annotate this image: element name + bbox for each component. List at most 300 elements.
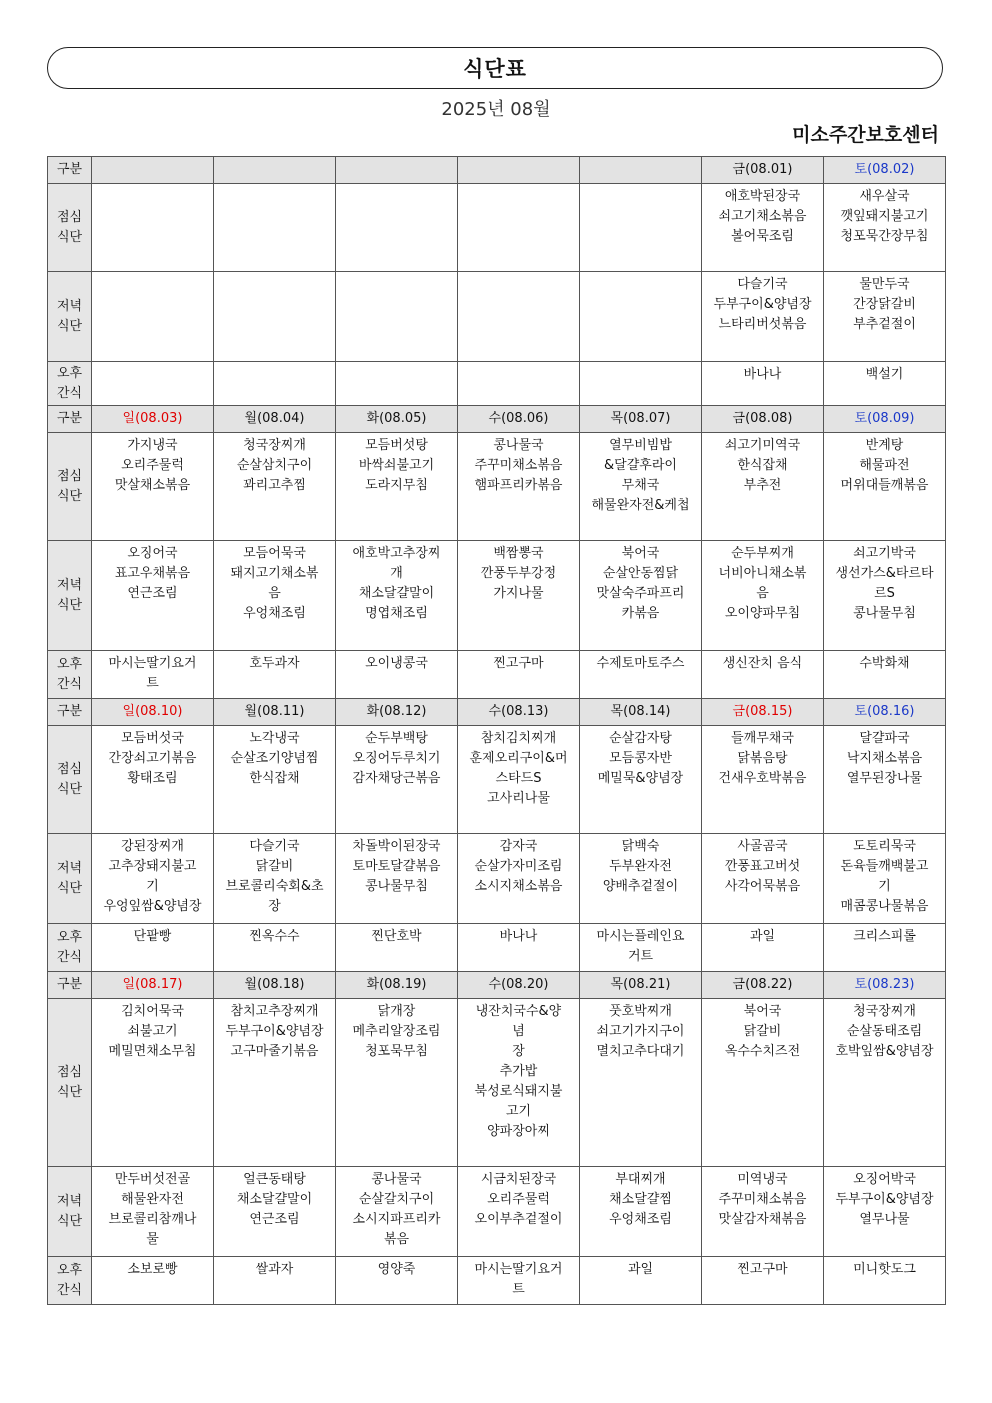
lunch-label-text: 식단 — [56, 488, 83, 504]
menu-item: 채소달걀말이 — [236, 1192, 313, 1207]
day-header: 월(08.04) — [214, 406, 336, 433]
lunch-label-text: 식단 — [56, 1084, 83, 1100]
day-header — [458, 157, 580, 184]
dinner-label — [48, 272, 92, 362]
menu-item: 콩나물국 — [371, 1172, 422, 1187]
snack-cell — [580, 924, 702, 972]
dinner-cell — [702, 834, 824, 924]
menu-item: 깐풍두부강정 — [480, 566, 557, 581]
menu-item: 순살삼치구이 — [236, 458, 313, 473]
menu-item: 사각어묵볶음 — [724, 879, 801, 894]
menu-item: 양배추겉절이 — [602, 879, 679, 894]
menu-item: 순살감자탕 — [609, 731, 672, 746]
menu-item: 오이부추겉절이 — [474, 1212, 563, 1227]
menu-item: 순두부백탕 — [365, 731, 428, 746]
menu-item: 명엽채조림 — [365, 606, 428, 621]
menu-item: 과일 — [749, 929, 776, 944]
lunch-cell — [458, 433, 580, 541]
menu-item: 옥수수치즈전 — [724, 1044, 801, 1059]
menu-item: 두부구이&양념장 — [225, 1024, 324, 1039]
day-header — [214, 157, 336, 184]
menu-item: 호두과자 — [249, 656, 300, 671]
menu-item: 연근조림 — [249, 1212, 300, 1227]
snack-label-text: 오후 — [56, 1262, 83, 1278]
menu-item: 단팥빵 — [133, 929, 172, 944]
snack-label-text: 오후 — [56, 929, 83, 945]
menu-item: 주꾸미채소볶음 — [718, 1192, 807, 1207]
menu-item: 쇠고기박국 — [853, 546, 916, 561]
page-title: 식단표 — [463, 57, 527, 81]
menu-item: 미역냉국 — [737, 1172, 788, 1187]
dinner-cell — [458, 272, 580, 362]
menu-item: 브로콜리숙회&초 — [225, 879, 324, 894]
menu-item: 훈제오리구이&머 — [469, 751, 568, 766]
menu-item: 토마토달걀볶음 — [352, 859, 441, 874]
lunch-cell — [580, 433, 702, 541]
snack-label-text: 간식 — [56, 385, 83, 401]
lunch-cell — [702, 726, 824, 834]
day-header: 토(08.16) — [824, 699, 946, 726]
menu-item: 고구마줄기볶음 — [230, 1044, 319, 1059]
menu-item: 도라지무침 — [365, 478, 428, 493]
menu-item: 쇠고기가지구이 — [596, 1024, 685, 1039]
snack-cell — [214, 651, 336, 699]
lunch-cell — [824, 726, 946, 834]
menu-item: 크리스피롤 — [853, 929, 916, 944]
lunch-cell — [336, 184, 458, 272]
menu-item: 맛살채소볶음 — [114, 478, 191, 493]
menu-item: 장 — [268, 899, 281, 914]
dinner-cell — [458, 834, 580, 924]
menu-item: 콩나물무침 — [365, 879, 428, 894]
day-header: 수(08.13) — [458, 699, 580, 726]
menu-item: 순살조기양념찜 — [230, 751, 319, 766]
menu-item: 도토리묵국 — [853, 839, 916, 854]
lunch-label-text: 식단 — [56, 781, 83, 797]
snack-label-text: 간식 — [56, 949, 83, 965]
lunch-label-text: 점심 — [56, 468, 83, 484]
menu-item: 감자국 — [499, 839, 538, 854]
menu-item: 순살갈치구이 — [358, 1192, 435, 1207]
menu-item: 미니핫도그 — [853, 1262, 916, 1277]
snack-label — [48, 924, 92, 972]
menu-item: 노각냉국 — [249, 731, 300, 746]
menu-item: 콩나물무침 — [853, 606, 916, 621]
lunch-cell — [580, 726, 702, 834]
menu-item: 생선가스&타르타 — [835, 566, 934, 581]
menu-item: 개 — [390, 566, 403, 581]
menu-item: 마시는플레인요 — [596, 929, 685, 944]
day-header: 월(08.11) — [214, 699, 336, 726]
snack-cell — [702, 362, 824, 406]
dinner-cell — [824, 1167, 946, 1257]
menu-item: 참치김치찌개 — [480, 731, 557, 746]
menu-item: 표고우채볶음 — [114, 566, 191, 581]
dinner-cell — [580, 272, 702, 362]
lunch-cell — [336, 726, 458, 834]
lunch-cell — [824, 184, 946, 272]
menu-item: 가지냉국 — [127, 438, 178, 453]
lunch-cell — [336, 999, 458, 1167]
menu-item: 깐풍표고버섯 — [724, 859, 801, 874]
dinner-cell — [92, 541, 214, 651]
center-name: 미소주간보호센터 — [792, 124, 939, 146]
day-header — [580, 157, 702, 184]
lunch-cell — [580, 999, 702, 1167]
menu-item: 너비아니채소볶 — [718, 566, 807, 581]
snack-cell — [580, 1257, 702, 1305]
dinner-cell — [580, 834, 702, 924]
menu-item: 닭백숙 — [621, 839, 660, 854]
dinner-cell — [702, 1167, 824, 1257]
day-header: 화(08.19) — [336, 972, 458, 999]
menu-item: 수박화채 — [859, 656, 910, 671]
snack-cell — [458, 651, 580, 699]
dinner-label-text: 식단 — [56, 318, 83, 334]
snack-cell — [336, 1257, 458, 1305]
page-title-box — [47, 47, 943, 89]
menu-item: 깻잎돼지불고기 — [840, 209, 929, 224]
menu-item: 다슬기국 — [737, 277, 788, 292]
lunch-label — [48, 184, 92, 272]
snack-cell — [92, 362, 214, 406]
menu-item: 메밀면채소무침 — [108, 1044, 197, 1059]
day-header: 토(08.23) — [824, 972, 946, 999]
dinner-cell — [702, 272, 824, 362]
gubun-label: 구분 — [48, 406, 92, 433]
lunch-cell — [92, 999, 214, 1167]
menu-item: 르S — [874, 586, 895, 601]
menu-item: 메밀묵&양념장 — [597, 771, 684, 786]
menu-item: 마시는딸기요거 — [108, 656, 197, 671]
menu-item: 반계탕 — [865, 438, 904, 453]
menu-item: 냉잔치국수&양 — [475, 1004, 562, 1019]
menu-item: 오리주물럭 — [121, 458, 184, 473]
menu-item: 념 — [512, 1024, 525, 1039]
dinner-cell — [336, 834, 458, 924]
menu-item: 오징어두루치기 — [352, 751, 441, 766]
lunch-cell — [336, 433, 458, 541]
snack-cell — [458, 1257, 580, 1305]
snack-label — [48, 362, 92, 406]
menu-item: 기 — [878, 879, 891, 894]
day-header: 금(08.22) — [702, 972, 824, 999]
menu-item: 부추겉절이 — [853, 317, 916, 332]
dinner-cell — [92, 1167, 214, 1257]
menu-item: 시금치된장국 — [480, 1172, 557, 1187]
snack-label — [48, 651, 92, 699]
menu-item: 두부완자전 — [609, 859, 672, 874]
menu-item: 트 — [146, 676, 159, 691]
menu-item: 찐고구마 — [737, 1262, 788, 1277]
lunch-cell — [214, 726, 336, 834]
day-header — [92, 157, 214, 184]
menu-item: 닭갈비 — [255, 859, 294, 874]
lunch-cell — [580, 184, 702, 272]
snack-cell — [458, 362, 580, 406]
menu-item: 볶음 — [383, 1232, 410, 1247]
lunch-cell — [458, 999, 580, 1167]
lunch-cell — [458, 184, 580, 272]
snack-row — [48, 362, 946, 406]
lunch-row — [48, 433, 946, 541]
menu-item: 한식잡채 — [249, 771, 300, 786]
menu-item: 추가밥 — [499, 1064, 538, 1079]
snack-cell — [92, 924, 214, 972]
menu-item: 새우살국 — [859, 189, 910, 204]
snack-label-text: 오후 — [56, 656, 83, 672]
menu-item: 청포묵간장무침 — [840, 229, 929, 244]
menu-item: 간장쇠고기볶음 — [108, 751, 197, 766]
menu-item: &달걀후라이 — [604, 458, 677, 473]
menu-item: 연근조림 — [127, 586, 178, 601]
dinner-cell — [92, 834, 214, 924]
menu-item: 과일 — [627, 1262, 654, 1277]
snack-label — [48, 1257, 92, 1305]
menu-item: 꽈리고추찜 — [243, 478, 306, 493]
menu-item: 매콤콩나물볶음 — [840, 899, 929, 914]
menu-item: 멸치고추다대기 — [596, 1044, 685, 1059]
dinner-cell — [824, 834, 946, 924]
menu-item: 고추장돼지불고 — [108, 859, 197, 874]
gubun-label: 구분 — [48, 157, 92, 184]
lunch-cell — [702, 433, 824, 541]
lunch-row — [48, 184, 946, 272]
dinner-cell — [214, 834, 336, 924]
day-header: 토(08.02) — [824, 157, 946, 184]
menu-item: 찐고구마 — [493, 656, 544, 671]
menu-item: 장 — [512, 1044, 525, 1059]
menu-item: 모듬버섯국 — [121, 731, 184, 746]
menu-item: 오징어국 — [127, 546, 178, 561]
menu-item: 오리주물럭 — [487, 1192, 550, 1207]
day-header — [336, 157, 458, 184]
menu-item: 백짬뽕국 — [493, 546, 544, 561]
menu-item: 바싹쇠불고기 — [358, 458, 435, 473]
menu-item: 청국장찌개 — [853, 1004, 916, 1019]
snack-label-text: 간식 — [56, 676, 83, 692]
snack-cell — [336, 362, 458, 406]
day-header: 월(08.18) — [214, 972, 336, 999]
day-header: 목(08.07) — [580, 406, 702, 433]
menu-item: 채소달걀찜 — [609, 1192, 672, 1207]
menu-item: 생신잔치 음식 — [722, 656, 803, 671]
snack-row — [48, 651, 946, 699]
snack-cell — [824, 924, 946, 972]
snack-cell — [824, 1257, 946, 1305]
menu-item: 쇠불고기 — [127, 1024, 178, 1039]
menu-item: 풋호박찌개 — [609, 1004, 672, 1019]
menu-item: 음 — [756, 586, 769, 601]
menu-item: 물 — [146, 1232, 159, 1247]
menu-item: 애호박된장국 — [724, 189, 801, 204]
menu-item: 브로콜리참깨나 — [108, 1212, 197, 1227]
snack-cell — [214, 1257, 336, 1305]
menu-item: 열무비빔밥 — [609, 438, 672, 453]
menu-item: 모듬어묵국 — [243, 546, 306, 561]
lunch-cell — [458, 726, 580, 834]
menu-item: 강된장찌개 — [121, 839, 184, 854]
day-header: 토(08.09) — [824, 406, 946, 433]
menu-item: 쇠고기채소볶음 — [718, 209, 807, 224]
menu-item: 메추리알장조림 — [352, 1024, 441, 1039]
menu-item: 물만두국 — [859, 277, 910, 292]
menu-item: 머위대들깨볶음 — [840, 478, 929, 493]
menu-item: 닭갈비 — [743, 1024, 782, 1039]
menu-item: 음 — [268, 586, 281, 601]
dinner-cell — [92, 272, 214, 362]
dinner-cell — [580, 541, 702, 651]
menu-item: 들깨무채국 — [731, 731, 794, 746]
menu-item: 다슬기국 — [249, 839, 300, 854]
dinner-label-text: 식단 — [56, 880, 83, 896]
gubun-label: 구분 — [48, 972, 92, 999]
menu-item: 사골곰국 — [737, 839, 788, 854]
menu-item: 청국장찌개 — [243, 438, 306, 453]
menu-item: 오이냉콩국 — [365, 656, 428, 671]
day-header-row — [48, 972, 946, 999]
dinner-cell — [336, 541, 458, 651]
dinner-row — [48, 1167, 946, 1257]
dinner-cell — [336, 272, 458, 362]
lunch-cell — [214, 999, 336, 1167]
menu-item: 해물완자전 — [121, 1192, 184, 1207]
lunch-label — [48, 433, 92, 541]
day-header: 금(08.01) — [702, 157, 824, 184]
menu-item: 황태조림 — [127, 771, 178, 786]
menu-item: 청포묵무침 — [365, 1044, 428, 1059]
menu-item: 건새우호박볶음 — [718, 771, 807, 786]
menu-item: 순두부찌개 — [731, 546, 794, 561]
menu-item: 낙지채소볶음 — [846, 751, 923, 766]
menu-item: 스타드S — [495, 771, 542, 786]
lunch-row — [48, 999, 946, 1167]
lunch-cell — [824, 999, 946, 1167]
menu-item: 소보로빵 — [127, 1262, 178, 1277]
month-label: 2025년 08월 — [441, 99, 551, 120]
snack-cell — [92, 651, 214, 699]
dinner-label-text: 식단 — [56, 1213, 83, 1229]
menu-item: 맛살숙주파프리 — [596, 586, 685, 601]
menu-item: 호박잎쌈&양념장 — [835, 1044, 934, 1059]
dinner-label — [48, 834, 92, 924]
dinner-label-text: 저녁 — [56, 1193, 83, 1209]
menu-item: 애호박고추장찌 — [352, 546, 441, 561]
menu-item: 참치고추장찌개 — [230, 1004, 319, 1019]
menu-item: 두부구이&양념장 — [713, 297, 812, 312]
menu-item: 만두버섯전골 — [114, 1172, 191, 1187]
menu-item: 순살가자미조림 — [474, 859, 563, 874]
snack-cell — [458, 924, 580, 972]
menu-item: 닭개장 — [377, 1004, 416, 1019]
menu-item: 채소달걀말이 — [358, 586, 435, 601]
lunch-cell — [92, 184, 214, 272]
menu-item: 돼지고기채소볶 — [230, 566, 319, 581]
menu-item: 찐단호박 — [371, 929, 422, 944]
menu-item: 부추전 — [743, 478, 782, 493]
snack-cell — [336, 651, 458, 699]
menu-item: 느타리버섯볶음 — [718, 317, 807, 332]
lunch-row — [48, 726, 946, 834]
menu-item: 순살동태조림 — [846, 1024, 923, 1039]
lunch-cell — [214, 184, 336, 272]
dinner-cell — [824, 541, 946, 651]
day-header-row — [48, 406, 946, 433]
menu-item: 해물파전 — [859, 458, 910, 473]
menu-item: 우엉채조림 — [609, 1212, 672, 1227]
lunch-cell — [702, 999, 824, 1167]
menu-item: 콩나물국 — [493, 438, 544, 453]
lunch-label-text: 점심 — [56, 1064, 83, 1080]
lunch-label — [48, 999, 92, 1167]
day-header: 일(08.03) — [92, 406, 214, 433]
menu-item: 닭볶음탕 — [737, 751, 788, 766]
menu-item: 소시지채소볶음 — [474, 879, 563, 894]
snack-cell — [702, 924, 824, 972]
dinner-label-text: 저녁 — [56, 577, 83, 593]
menu-item: 차돌박이된장국 — [352, 839, 441, 854]
snack-cell — [702, 651, 824, 699]
snack-cell — [92, 1257, 214, 1305]
menu-item: 열무나물 — [859, 1212, 910, 1227]
day-header: 화(08.12) — [336, 699, 458, 726]
snack-cell — [580, 362, 702, 406]
lunch-label-text: 점심 — [56, 761, 83, 777]
dinner-cell — [458, 541, 580, 651]
menu-item: 순살안동찜닭 — [602, 566, 679, 581]
menu-item: 볼어묵조림 — [731, 229, 794, 244]
menu-item: 부대찌개 — [615, 1172, 666, 1187]
menu-item: 얼큰동태탕 — [243, 1172, 306, 1187]
menu-item: 북어국 — [743, 1004, 782, 1019]
dinner-label — [48, 1167, 92, 1257]
day-header: 목(08.14) — [580, 699, 702, 726]
snack-label-text: 간식 — [56, 1282, 83, 1298]
dinner-label — [48, 541, 92, 651]
dinner-cell — [214, 1167, 336, 1257]
dinner-label-text: 저녁 — [56, 298, 83, 314]
lunch-cell — [824, 433, 946, 541]
dinner-cell — [336, 1167, 458, 1257]
menu-item: 바나나 — [743, 367, 782, 382]
snack-label-text: 오후 — [56, 365, 83, 381]
menu-item: 북성로식돼지불 — [474, 1084, 563, 1099]
snack-cell — [824, 651, 946, 699]
snack-cell — [214, 362, 336, 406]
menu-item: 거트 — [627, 949, 654, 964]
dinner-row — [48, 541, 946, 651]
lunch-cell — [92, 726, 214, 834]
dinner-cell — [458, 1167, 580, 1257]
menu-item: 두부구이&양념장 — [835, 1192, 934, 1207]
menu-item: 감자채당근볶음 — [352, 771, 441, 786]
menu-item: 고사리나물 — [487, 791, 550, 806]
menu-item: 고기 — [505, 1104, 532, 1119]
snack-cell — [702, 1257, 824, 1305]
lunch-cell — [92, 433, 214, 541]
dinner-cell — [214, 272, 336, 362]
menu-item: 오이양파무침 — [724, 606, 801, 621]
day-header-row — [48, 699, 946, 726]
dinner-row — [48, 834, 946, 924]
menu-item: 북어국 — [621, 546, 660, 561]
menu-item: 달걀파국 — [859, 731, 910, 746]
menu-item: 맛살감자채볶음 — [718, 1212, 807, 1227]
day-header: 일(08.10) — [92, 699, 214, 726]
menu-item: 김치어묵국 — [121, 1004, 184, 1019]
menu-item: 쇠고기미역국 — [724, 438, 801, 453]
menu-item: 가지나물 — [493, 586, 544, 601]
